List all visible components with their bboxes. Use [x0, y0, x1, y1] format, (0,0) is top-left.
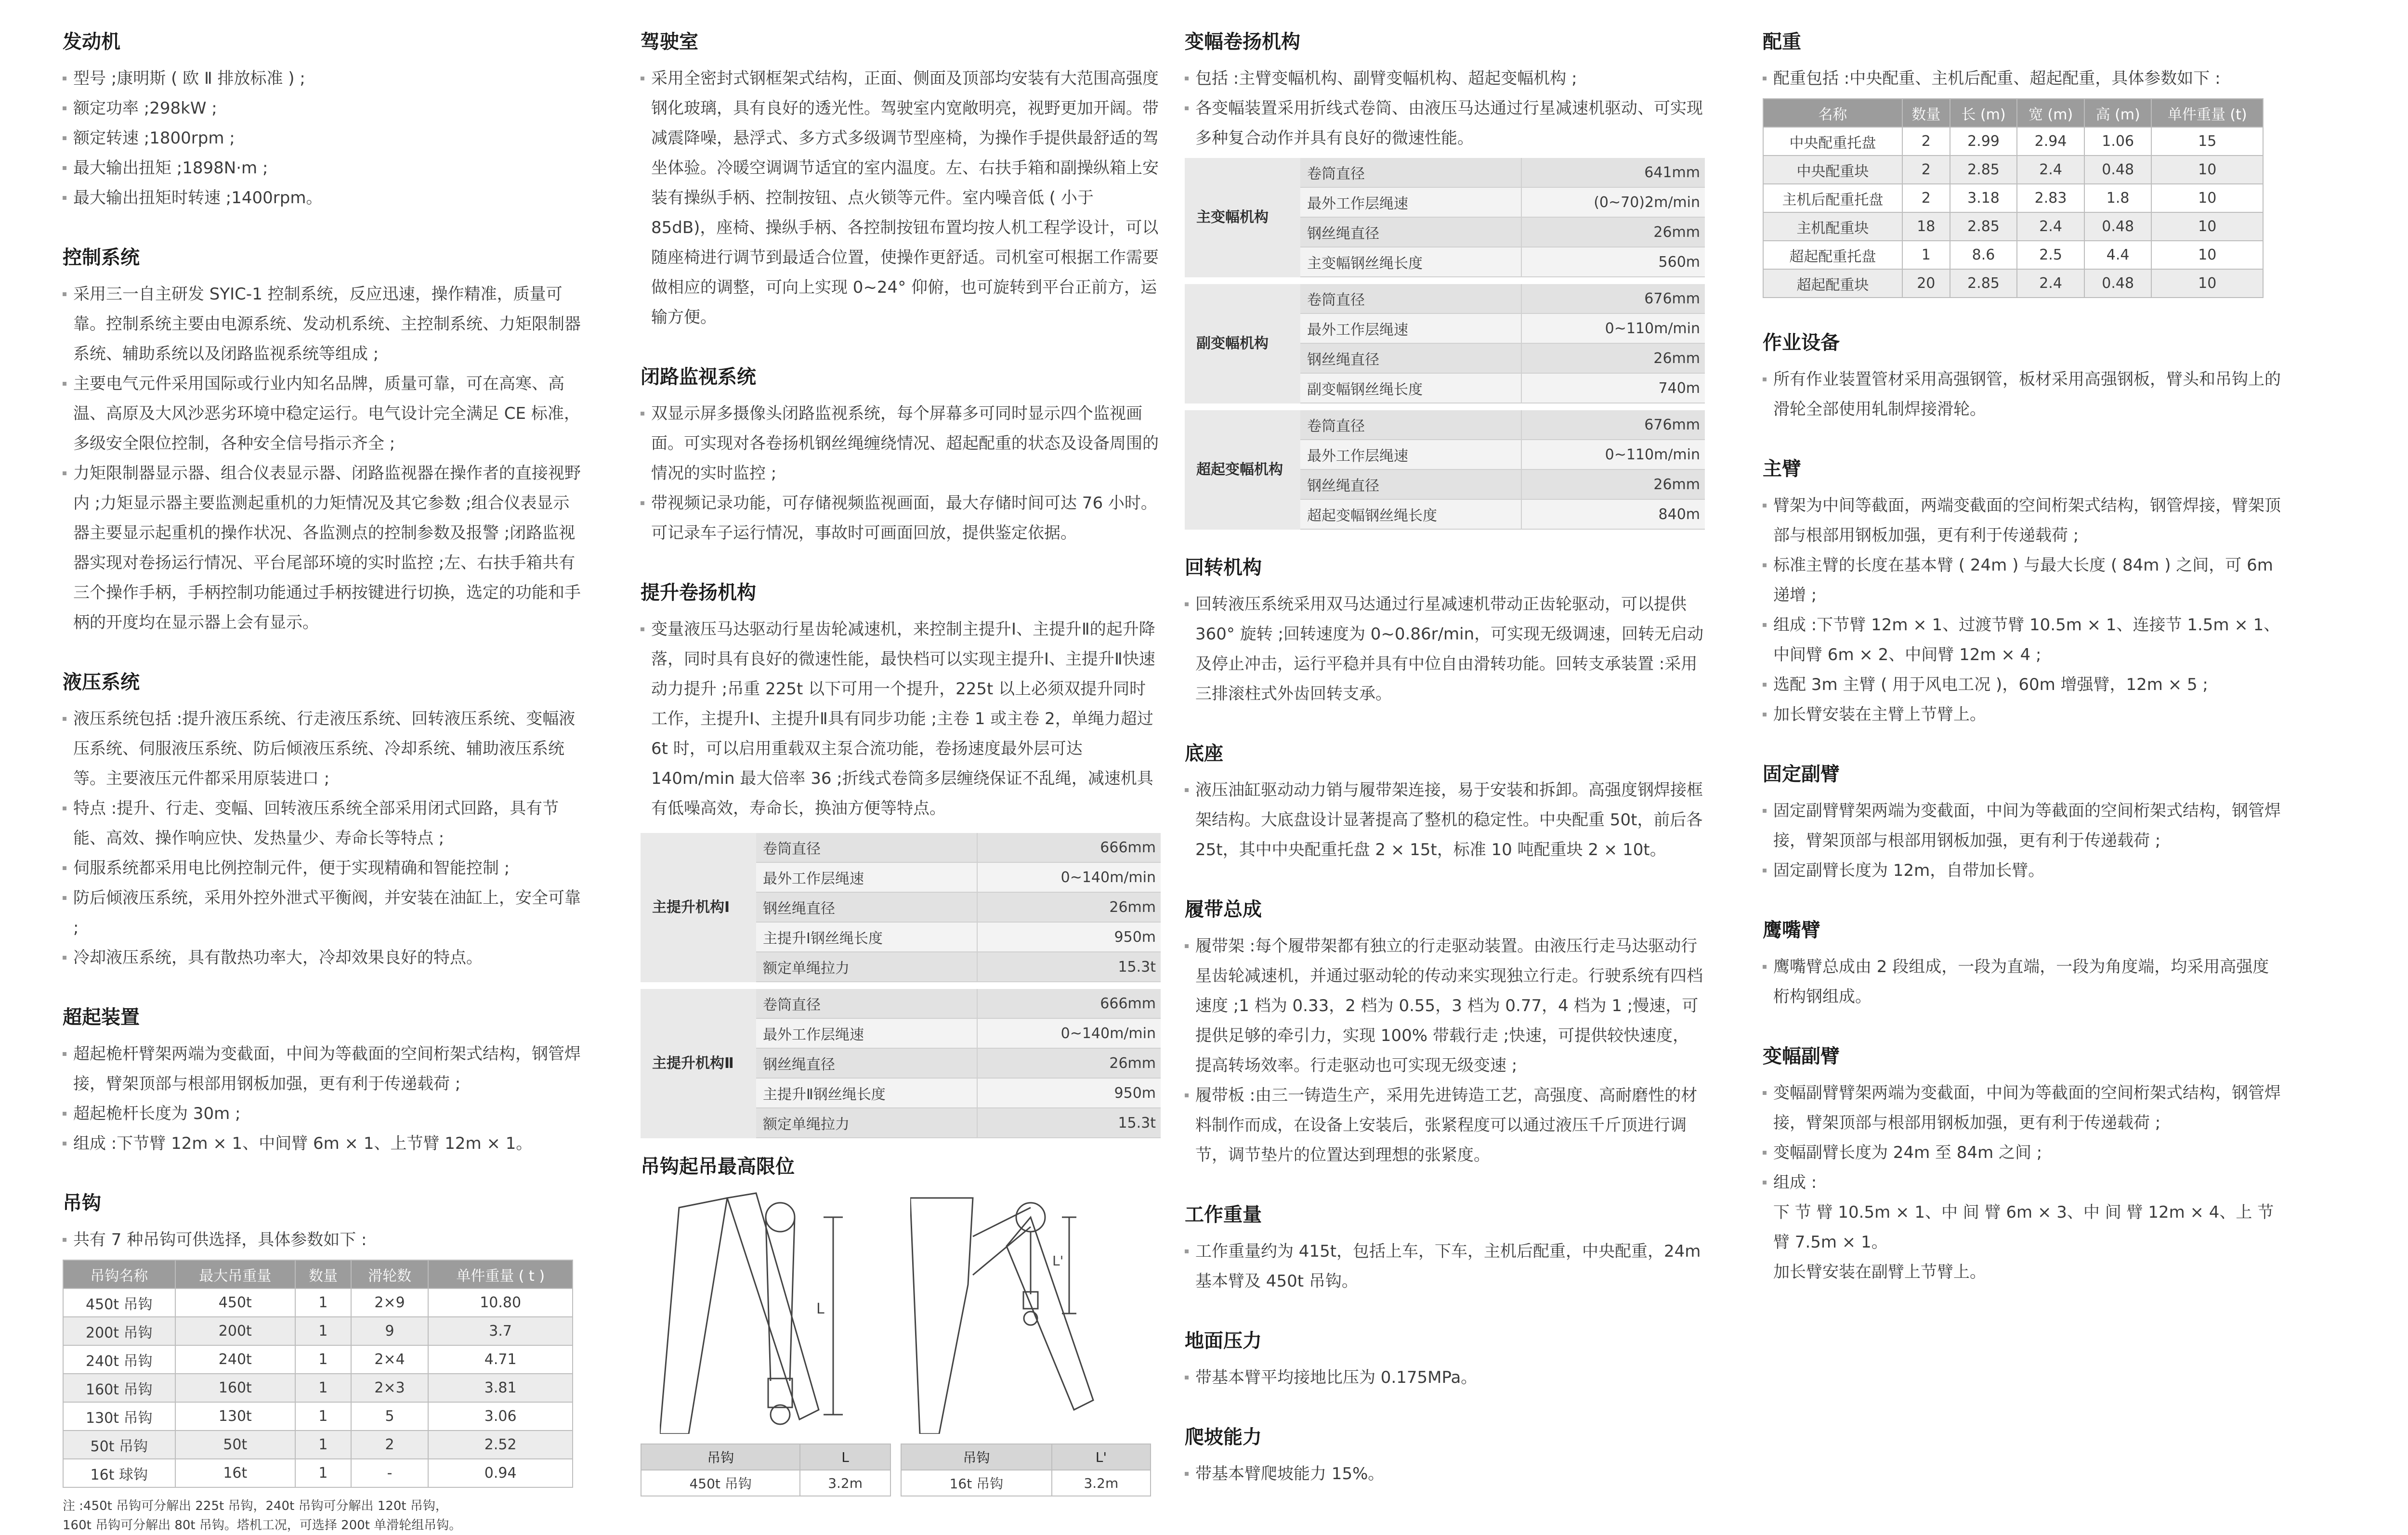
spec-value: 666mm — [977, 833, 1161, 862]
table-row — [63, 1374, 573, 1402]
table-cell: 1 — [295, 1288, 351, 1317]
note-line: 注 :450t 吊钩可分解出 225t 吊钩，240t 吊钩可分解出 120t 吊钩， — [63, 1499, 448, 1513]
spec-row — [1300, 158, 1705, 188]
spec-value: 840m — [1521, 500, 1705, 529]
fixed-jib-section — [1763, 760, 2283, 885]
table-cell: 2.4 — [2017, 269, 2084, 298]
lift-limit-table-left — [641, 1444, 891, 1496]
table-cell: 10 — [2151, 184, 2263, 212]
list-item: 履带板 :由三一铸造生产，采用先进铸造工艺，高强度、高耐磨性的材料制作而成，在设备上安装后，张紧程度可以通过液压千斤顶进行调节，调节垫片的位置达到理想的张紧度。 — [1185, 1080, 1705, 1170]
spec-value: 15.3t — [977, 952, 1161, 981]
spec-row — [756, 952, 1161, 982]
table-cell: 50t 吊钩 — [63, 1431, 175, 1459]
table-cell: 2.5 — [2017, 241, 2084, 269]
cctv-section — [641, 363, 1161, 548]
list-item: 额定转速 ;1800rpm ; — [63, 123, 583, 153]
table-cell: 9 — [351, 1317, 428, 1345]
table-cell: 1 — [295, 1431, 351, 1459]
table-header: 数量 — [295, 1260, 351, 1288]
spec-row — [756, 923, 1161, 952]
hoist-section — [641, 579, 1161, 1138]
table-cell: 8.6 — [1950, 241, 2017, 269]
spec-key: 超起变幅钢丝绳长度 — [1300, 500, 1521, 529]
spec-key: 钢丝绳直径 — [756, 1049, 977, 1078]
table-cell: 2 — [1902, 156, 1950, 184]
column-3 — [1185, 28, 1705, 1489]
spec-key: 最外工作层绳速 — [1300, 440, 1521, 469]
spec-value: 950m — [977, 1079, 1161, 1107]
mechanism-rows — [756, 833, 1161, 982]
list-item: 标准主臂的长度在基本臂 ( 24m ) 与最大长度 ( 84m ) 之间，可 6m 递增 ; — [1763, 550, 2283, 610]
list-item: 所有作业装置管材采用高强钢管，板材采用高强钢板，臂头和吊钩上的滑轮全部使用轧制焊接滑轮。 — [1763, 364, 2283, 424]
spec-value: 560m — [1521, 247, 1705, 276]
table-cell: 15 — [2151, 127, 2263, 156]
table-cell: 450t 吊钩 — [641, 1470, 800, 1496]
section-title: 驾驶室 — [641, 31, 698, 53]
table-cell: 2×4 — [351, 1345, 428, 1374]
table-cell: 2 — [351, 1431, 428, 1459]
table-cell: 10 — [2151, 241, 2263, 269]
spec-value: 0~140m/min — [977, 1019, 1161, 1048]
hoist-spec-groups — [641, 833, 1161, 1138]
spec-value: 676mm — [1521, 410, 1705, 439]
table-cell: 3.18 — [1950, 184, 2017, 212]
table-cell: 130t — [175, 1402, 296, 1431]
table-header: 最大吊重量 — [175, 1260, 296, 1288]
table-cell: 主机配重块 — [1763, 212, 1902, 241]
engine-list — [63, 64, 583, 213]
spec-value: 0~110m/min — [1521, 440, 1705, 469]
table-cell: 0.94 — [428, 1459, 573, 1487]
spec-row — [1300, 410, 1705, 440]
list-item: 特点 :提升、行走、变幅、回转液压系统全部采用闭式回路，具有节能、高效、操作响应快、发热量少、寿命长等特点 ; — [63, 794, 583, 853]
counterweight-table — [1763, 98, 2264, 298]
spec-value: 26mm — [1521, 470, 1705, 499]
table-row — [1763, 184, 2263, 212]
cab-section — [641, 28, 1161, 332]
spec-value: 0~110m/min — [1521, 314, 1705, 343]
spec-value: 740m — [1521, 374, 1705, 403]
section-title: 底座 — [1185, 742, 1223, 765]
list-item: 变幅副臂长度为 24m 至 84m 之间 ; — [1763, 1138, 2283, 1168]
table-cell: 2.99 — [1950, 127, 2017, 156]
table-row — [63, 1288, 573, 1317]
list-item: 臂架为中间等截面，两端变截面的空间桁架式结构，钢管焊接，臂架顶部与根部用钢板加强，更有利于传递载荷 ; — [1763, 491, 2283, 550]
dimension-label-L-prime: L' — [1052, 1253, 1064, 1269]
counterweight-section — [1763, 28, 2283, 298]
mechanism-rows — [1300, 410, 1705, 530]
section-title: 爬坡能力 — [1185, 1426, 1262, 1448]
list-item: 工作重量约为 415t，包括上车，下车，主机后配重，中央配重，24m 基本臂及 450t 吊钩。 — [1185, 1236, 1705, 1296]
table-cell: 3.2m — [1052, 1470, 1151, 1496]
main-boom-section — [1763, 455, 2283, 729]
mechanism-spec-group — [641, 833, 1161, 982]
list-item: 额定功率 ;298kW ; — [63, 93, 583, 123]
table-cell: 10 — [2151, 212, 2263, 241]
luffing-spec-groups — [1185, 158, 1705, 530]
spec-key: 钢丝绳直径 — [1300, 344, 1521, 373]
list-item: 带基本臂爬坡能力 15%。 — [1185, 1459, 1705, 1489]
table-cell: 2.83 — [2017, 184, 2084, 212]
list-item: 组成 :下节臂 12m × 1、中间臂 6m × 1、上节臂 12m × 1。 — [63, 1129, 583, 1158]
table-row — [63, 1345, 573, 1374]
table-cell: 450t — [175, 1288, 296, 1317]
list-item: 液压系统包括 :提升液压系统、行走液压系统、回转液压系统、变幅液压系统、伺服液压系统、防后倾液压系统、冷却系统、辅助液压系统等。主要液压元件都采用原装进口 ; — [63, 704, 583, 794]
table-cell: 0.48 — [2084, 212, 2152, 241]
section-title: 吊钩 — [63, 1192, 101, 1214]
table-cell: 2 — [1902, 184, 1950, 212]
table-cell: 0.48 — [2084, 269, 2152, 298]
table-header: 单件重量 (t) — [2151, 99, 2263, 127]
table-cell: 2.94 — [2017, 127, 2084, 156]
list-item: 带视频记录功能，可存储视频监视画面，最大存储时间可达 76 小时。可记录车子运行情况，事故时可画面回放，提供鉴定依据。 — [641, 488, 1161, 548]
table-row — [1763, 156, 2263, 184]
section-title: 配重 — [1763, 31, 1801, 53]
lift-limit-table-right — [901, 1444, 1151, 1496]
table-cell: 16t — [175, 1459, 296, 1487]
climb-section — [1185, 1423, 1705, 1489]
table-cell: 130t 吊钩 — [63, 1402, 175, 1431]
spec-value: 26mm — [1521, 344, 1705, 373]
table-cell: 2×9 — [351, 1288, 428, 1317]
column-4 — [1763, 28, 2283, 1287]
lift-height-section — [641, 1153, 1161, 1492]
spec-value: 26mm — [1521, 218, 1705, 247]
mechanism-label: 主提升机构Ⅱ — [641, 989, 756, 1138]
mechanism-label: 主变幅机构 — [1185, 158, 1300, 277]
table-cell: 10 — [2151, 156, 2263, 184]
spec-row — [756, 989, 1161, 1019]
composition-line: 下 节 臂 10.5m × 1、中 间 臂 6m × 3、中 间 臂 12m × 4、上 节 臂 7.5m × 1。 — [1773, 1203, 2274, 1252]
mechanism-label: 副变幅机构 — [1185, 284, 1300, 403]
table-cell: 1.06 — [2084, 127, 2152, 156]
table-cell: 1 — [295, 1459, 351, 1487]
composition-line: 加长臂安装在副臂上节臂上。 — [1773, 1262, 1986, 1282]
section-title: 固定副臂 — [1763, 763, 1840, 785]
list-item: 各变幅装置采用折线式卷筒、由液压马达通过行星减速机驱动、可实现多种复合动作并具有良好的微速性能。 — [1185, 93, 1705, 153]
spec-value: 676mm — [1521, 284, 1705, 313]
table-cell: 2.85 — [1950, 156, 2017, 184]
mechanism-label: 主提升机构Ⅰ — [641, 833, 756, 982]
spec-key: 额定单绳拉力 — [756, 952, 977, 981]
luffing-section — [1185, 28, 1705, 530]
table-header: 宽 (m) — [2017, 99, 2084, 127]
list-item: 选配 3m 主臂 ( 用于风电工况 )，60m 增强臂，12m × 5 ; — [1763, 670, 2283, 700]
spec-row — [756, 1049, 1161, 1079]
mechanism-spec-group — [1185, 284, 1705, 403]
spec-row — [1300, 247, 1705, 277]
table-row — [1763, 212, 2263, 241]
list-item: 组成 : — [1763, 1168, 2283, 1197]
table-cell: 2.85 — [1950, 212, 2017, 241]
table-cell: 2.52 — [428, 1431, 573, 1459]
spec-row — [756, 1019, 1161, 1049]
table-cell: 2.4 — [2017, 212, 2084, 241]
table-cell: 3.06 — [428, 1402, 573, 1431]
section-title: 地面压力 — [1185, 1330, 1262, 1352]
spec-key: 最外工作层绳速 — [1300, 188, 1521, 217]
table-row — [1763, 269, 2263, 298]
spec-value: 26mm — [977, 1049, 1161, 1078]
table-cell: 3.7 — [428, 1317, 573, 1345]
table-row — [1763, 127, 2263, 156]
table-cell: 4.4 — [2084, 241, 2152, 269]
weight-section — [1185, 1201, 1705, 1296]
spec-key: 额定单绳拉力 — [756, 1108, 977, 1137]
table-cell: 0.48 — [2084, 156, 2152, 184]
table-cell: 超起配重块 — [1763, 269, 1902, 298]
spec-key: 主提升Ⅱ钢丝绳长度 — [756, 1079, 977, 1107]
table-cell: 1 — [295, 1402, 351, 1431]
hook-note — [63, 1496, 583, 1535]
table-row — [63, 1431, 573, 1459]
spec-key: 钢丝绳直径 — [756, 893, 977, 922]
list-item: 带基本臂平均接地比压为 0.175MPa。 — [1185, 1363, 1705, 1392]
table-header: L — [800, 1444, 890, 1470]
table-cell: 1.8 — [2084, 184, 2152, 212]
table-cell: 中央配重托盘 — [1763, 127, 1902, 156]
pressure-section — [1185, 1327, 1705, 1392]
table-cell: 160t 吊钩 — [63, 1374, 175, 1402]
table-cell: 50t — [175, 1431, 296, 1459]
section-title: 吊钩起吊最高限位 — [641, 1156, 795, 1178]
table-cell: 18 — [1902, 212, 1950, 241]
table-cell: 450t 吊钩 — [63, 1288, 175, 1317]
table-cell: 20 — [1902, 269, 1950, 298]
section-title: 闭路监视系统 — [641, 366, 756, 388]
section-title: 鹰嘴臂 — [1763, 919, 1820, 941]
list-item: 液压油缸驱动动力销与履带架连接，易于安装和拆卸。高强度钢焊接框架结构。大底盘设计显著提高了整机的稳定性。中央配重 50t，前后各 25t，其中中央配重托盘 2 × 15t，标准 10 吨配重块 2 × 10t。 — [1185, 775, 1705, 865]
table-row — [1763, 241, 2263, 269]
spec-value: 0~140m/min — [977, 863, 1161, 892]
chassis-section — [1185, 740, 1705, 865]
spec-value: 666mm — [977, 989, 1161, 1018]
section-title: 超起装置 — [63, 1006, 140, 1028]
table-header: 吊钩名称 — [63, 1260, 175, 1288]
table-header: 滑轮数 — [351, 1260, 428, 1288]
mechanism-spec-group — [1185, 410, 1705, 530]
table-row — [63, 1402, 573, 1431]
list-item: 型号 ;康明斯 ( 欧 Ⅱ 排放标准 ) ; — [63, 64, 583, 93]
list-item: 超起桅杆臂架两端为变截面，中间为等截面的空间桁架式结构，钢管焊接，臂架顶部与根部用钢板加强，更有利于传递载荷 ; — [63, 1039, 583, 1099]
spec-key: 钢丝绳直径 — [1300, 218, 1521, 247]
spec-row — [1300, 344, 1705, 374]
list-item: 固定副臂臂架两端为变截面，中间为等截面的空间桁架式结构，钢管焊接，臂架顶部与根部用钢板加强，更有利于传递载荷 ; — [1763, 796, 2283, 856]
section-title: 作业设备 — [1763, 332, 1840, 354]
table-cell: 1 — [295, 1345, 351, 1374]
spec-row — [1300, 374, 1705, 403]
hook-table-body — [63, 1288, 573, 1487]
spec-row — [1300, 314, 1705, 344]
table-cell: 16t 球钩 — [63, 1459, 175, 1487]
spec-value: 26mm — [977, 893, 1161, 922]
hook-limit-diagram-left — [660, 1188, 867, 1434]
table-cell: 1 — [295, 1374, 351, 1402]
spec-value: 641mm — [1521, 158, 1705, 187]
table-cell: 5 — [351, 1402, 428, 1431]
list-item: 伺服系统都采用电比例控制元件，便于实现精确和智能控制 ; — [63, 853, 583, 883]
spec-key: 副变幅钢丝绳长度 — [1300, 374, 1521, 403]
spec-key: 钢丝绳直径 — [1300, 470, 1521, 499]
dimension-label-L: L — [816, 1301, 824, 1317]
equipment-section — [1763, 329, 2283, 424]
spec-key: 卷筒直径 — [1300, 158, 1521, 187]
list-item: 冷却液压系统，具有散热功率大，冷却效果良好的特点。 — [63, 943, 583, 973]
column-1 — [63, 28, 583, 1535]
table-header: 单件重量 ( t ) — [428, 1260, 573, 1288]
table-cell: 2×3 — [351, 1374, 428, 1402]
table-cell: 1 — [1902, 241, 1950, 269]
list-item: 双显示屏多摄像头闭路监视系统，每个屏幕多可同时显示四个监视画面。可实现对各卷扬机钢丝绳缠绕情况、超起配重的状态及设备周围的情况的实时监控 ; — [641, 399, 1161, 488]
hook-table — [63, 1260, 573, 1488]
spec-value: 950m — [977, 923, 1161, 951]
table-cell: - — [351, 1459, 428, 1487]
counterweight-table-body — [1763, 127, 2263, 298]
list-item: 变幅副臂臂架两端为变截面，中间为等截面的空间桁架式结构，钢管焊接，臂架顶部与根部用钢板加强，更有利于传递载荷 ; — [1763, 1078, 2283, 1138]
table-cell: 10.80 — [428, 1288, 573, 1317]
luffing-jib-section — [1763, 1042, 2283, 1287]
superlift-section — [63, 1003, 583, 1158]
table-cell: 2.85 — [1950, 269, 2017, 298]
spec-row — [1300, 500, 1705, 530]
list-item: 采用三一自主研发 SYIC-1 控制系统，反应迅速，操作精准，质量可靠。控制系统主要由电源系统、发动机系统、主控制系统、力矩限制器系统、辅助系统以及闭路监视系统等组成 ; — [63, 279, 583, 369]
spec-value: (0~70)2m/min — [1521, 188, 1705, 217]
spec-key: 卷筒直径 — [756, 989, 977, 1018]
list-item: 力矩限制器显示器、组合仪表显示器、闭路监视器在操作者的直接视野内 ;力矩显示器主要监测起重机的力矩情况及其它参数 ;组合仪表显示器主要显示起重机的操作状况、各监测点的控制参数及报警 ;闭路监视器实现对卷扬运行情况、平台尾部环境的实时监控 ;左、右扶手箱共有三个操作手柄，手柄控制功能通过手柄按键进行切换，选定的功能和手柄的开度均在显示器上会有显示。 — [63, 458, 583, 637]
list-item: 鹰嘴臂总成由 2 段组成，一段为直端，一段为角度端，均采用高强度桁构钢组成。 — [1763, 952, 2283, 1012]
spec-key: 卷筒直径 — [1300, 284, 1521, 313]
table-cell: 10 — [2151, 269, 2263, 298]
note-line: 160t 吊钩可分解出 80t 吊钩。塔机工况，可选择 200t 单滑轮组吊钩。 — [63, 1518, 462, 1533]
spec-key: 最外工作层绳速 — [1300, 314, 1521, 343]
table-header: 吊钩 — [641, 1444, 800, 1470]
table-cell: 中央配重块 — [1763, 156, 1902, 184]
list-item: 固定副臂长度为 12m，自带加长臂。 — [1763, 856, 2283, 885]
table-cell: 200t — [175, 1317, 296, 1345]
spec-row — [756, 1079, 1161, 1108]
table-row — [63, 1317, 573, 1345]
hydraulic-section — [63, 668, 583, 973]
table-cell: 240t — [175, 1345, 296, 1374]
section-title: 变幅副臂 — [1763, 1045, 1840, 1067]
hook-limit-diagram-right — [910, 1188, 1127, 1434]
section-title: 工作重量 — [1185, 1204, 1262, 1226]
table-header: 名称 — [1763, 99, 1902, 127]
control-section — [63, 244, 583, 637]
section-title: 履带总成 — [1185, 898, 1262, 921]
table-header: 长 (m) — [1950, 99, 2017, 127]
section-title: 回转机构 — [1185, 557, 1262, 579]
spec-value: 15.3t — [977, 1108, 1161, 1137]
table-cell: 200t 吊钩 — [63, 1317, 175, 1345]
table-header: 数量 — [1902, 99, 1950, 127]
table-cell: 16t 吊钩 — [901, 1470, 1052, 1496]
list-item: 回转液压系统采用双马达通过行星减速机带动正齿轮驱动，可以提供 360° 旋转 ;回转速度为 0~0.86r/min，可实现无级调速，回转无启动及停止冲击，运行平稳并具有中位自由滑转功能。回转支承装置 :采用三排滚柱式外齿回转支承。 — [1185, 589, 1705, 709]
spec-row — [1300, 440, 1705, 470]
spec-row — [1300, 218, 1705, 247]
slewing-section — [1185, 554, 1705, 709]
table-header: 高 (m) — [2084, 99, 2152, 127]
table-cell: 超起配重托盘 — [1763, 241, 1902, 269]
table-cell: 160t — [175, 1374, 296, 1402]
mechanism-rows — [1300, 284, 1705, 403]
lift-height-diagrams — [641, 1188, 1161, 1492]
column-2 — [641, 28, 1161, 1492]
table-cell: 1 — [295, 1317, 351, 1345]
section-title: 控制系统 — [63, 247, 140, 269]
list-item: 履带架 :每个履带架都有独立的行走驱动装置。由液压行走马达驱动行星齿轮减速机，并通过驱动轮的传动来实现独立行走。行驶系统有四档速度 ;1 档为 0.33，2 档为 0.55，3 档为 0.77，4 档为 1 ;慢速，可提供足够的牵引力，实现 100% 带载行走 ;快速，可提供较快速度，提高转场效率。行走驱动也可实现无级变速 ; — [1185, 931, 1705, 1080]
list-item: 组成 :下节臂 12m × 1、过渡节臂 10.5m × 1、连接节 1.5m × 1、中间臂 6m × 2、中间臂 12m × 4 ; — [1763, 610, 2283, 670]
section-title: 变幅卷扬机构 — [1185, 31, 1300, 53]
spec-row — [756, 1108, 1161, 1138]
mechanism-rows — [756, 989, 1161, 1138]
table-cell: 3.81 — [428, 1374, 573, 1402]
table-cell: 3.2m — [800, 1470, 890, 1496]
table-row — [63, 1459, 573, 1487]
list-item: 加长臂安装在主臂上节臂上。 — [1763, 700, 2283, 729]
spec-row — [756, 833, 1161, 863]
table-header: 吊钩 — [901, 1444, 1052, 1470]
beak-jib-section — [1763, 916, 2283, 1012]
section-title: 发动机 — [63, 31, 120, 53]
list-item: 变量液压马达驱动行星齿轮减速机，来控制主提升Ⅰ、主提升Ⅱ的起升降落，同时具有良好的微速性能，最快档可以实现主提升Ⅰ、主提升Ⅱ快速动力提升 ;吊重 225t 以下可用一个提升，225t 以上必须双提升同时工作，主提升Ⅰ、主提升Ⅱ具有同步功能 ;主卷 1 或主卷 2，单绳力超过 6t 时，可以启用重载双主泵合流功能，卷扬速度最外层可达 140m/min 最大倍率 36 ;折线式卷筒多层缠绕保证不乱绳，减速机具有低噪高效，寿命长，换油方便等特点。 — [641, 614, 1161, 823]
table-cell: 2.4 — [2017, 156, 2084, 184]
spec-row — [1300, 470, 1705, 500]
spec-row — [1300, 188, 1705, 218]
mechanism-rows — [1300, 158, 1705, 277]
mechanism-label: 超起变幅机构 — [1185, 410, 1300, 530]
mechanism-spec-group — [641, 989, 1161, 1138]
section-title: 液压系统 — [63, 671, 140, 693]
spec-key: 最外工作层绳速 — [756, 863, 977, 892]
spec-key: 卷筒直径 — [1300, 410, 1521, 439]
list-item: 超起桅杆长度为 30m ; — [63, 1099, 583, 1129]
spec-row — [756, 863, 1161, 893]
engine-section — [63, 28, 583, 213]
list-item: 防后倾液压系统，采用外控外泄式平衡阀，并安装在油缸上，安全可靠 ; — [63, 883, 583, 943]
spec-row — [1300, 284, 1705, 314]
section-title: 提升卷扬机构 — [641, 582, 756, 604]
list-item: 配重包括 :中央配重、主机后配重、超起配重，具体参数如下 : — [1763, 64, 2283, 93]
table-cell: 2 — [1902, 127, 1950, 156]
section-title: 主臂 — [1763, 458, 1801, 480]
table-header: L' — [1052, 1444, 1151, 1470]
list-item: 最大输出扭矩 ;1898N·m ; — [63, 153, 583, 183]
crawler-section — [1185, 896, 1705, 1170]
list-item: 最大输出扭矩时转速 ;1400rpm。 — [63, 183, 583, 213]
list-item: 包括 :主臂变幅机构、副臂变幅机构、超起变幅机构 ; — [1185, 64, 1705, 93]
list-item: 主要电气元件采用国际或行业内知名品牌，质量可靠，可在高寒、高温、高原及大风沙恶劣环境中稳定运行。电气设计完全满足 CE 标准，多级安全限位控制，各种安全信号指示齐全 ; — [63, 369, 583, 458]
table-cell: 4.71 — [428, 1345, 573, 1374]
spec-key: 主变幅钢丝绳长度 — [1300, 247, 1521, 276]
spec-key: 最外工作层绳速 — [756, 1019, 977, 1048]
spec-row — [756, 893, 1161, 923]
mechanism-spec-group — [1185, 158, 1705, 277]
spec-key: 主提升Ⅰ钢丝绳长度 — [756, 923, 977, 951]
table-cell: 主机后配重托盘 — [1763, 184, 1902, 212]
table-cell: 240t 吊钩 — [63, 1345, 175, 1374]
list-item: 采用全密封式钢框架式结构，正面、侧面及顶部均安装有大范围高强度钢化玻璃，具有良好的透光性。驾驶室内宽敞明亮，视野更加开阔。带减震降噪，悬浮式、多方式多级调节型座椅，为操作手提供最舒适的驾坐体验。冷暖空调调节适宜的室内温度。左、右扶手箱和副操纵箱上安装有操纵手柄、控制按钮、点火锁等元件。室内噪音低 ( 小于 85dB)，座椅、操纵手柄、各控制按钮布置均按人机工程学设计，可以随座椅进行调节到最适合位置，使操作更舒适。司机室可根据工作需要做相应的调整，可向上实现 0~24° 仰俯，也可旋转到平台正前方，运输方便。 — [641, 64, 1161, 332]
hook-section — [63, 1189, 583, 1535]
list-item: 共有 7 种吊钩可供选择，具体参数如下 : — [63, 1225, 583, 1255]
spec-key: 卷筒直径 — [756, 833, 977, 862]
